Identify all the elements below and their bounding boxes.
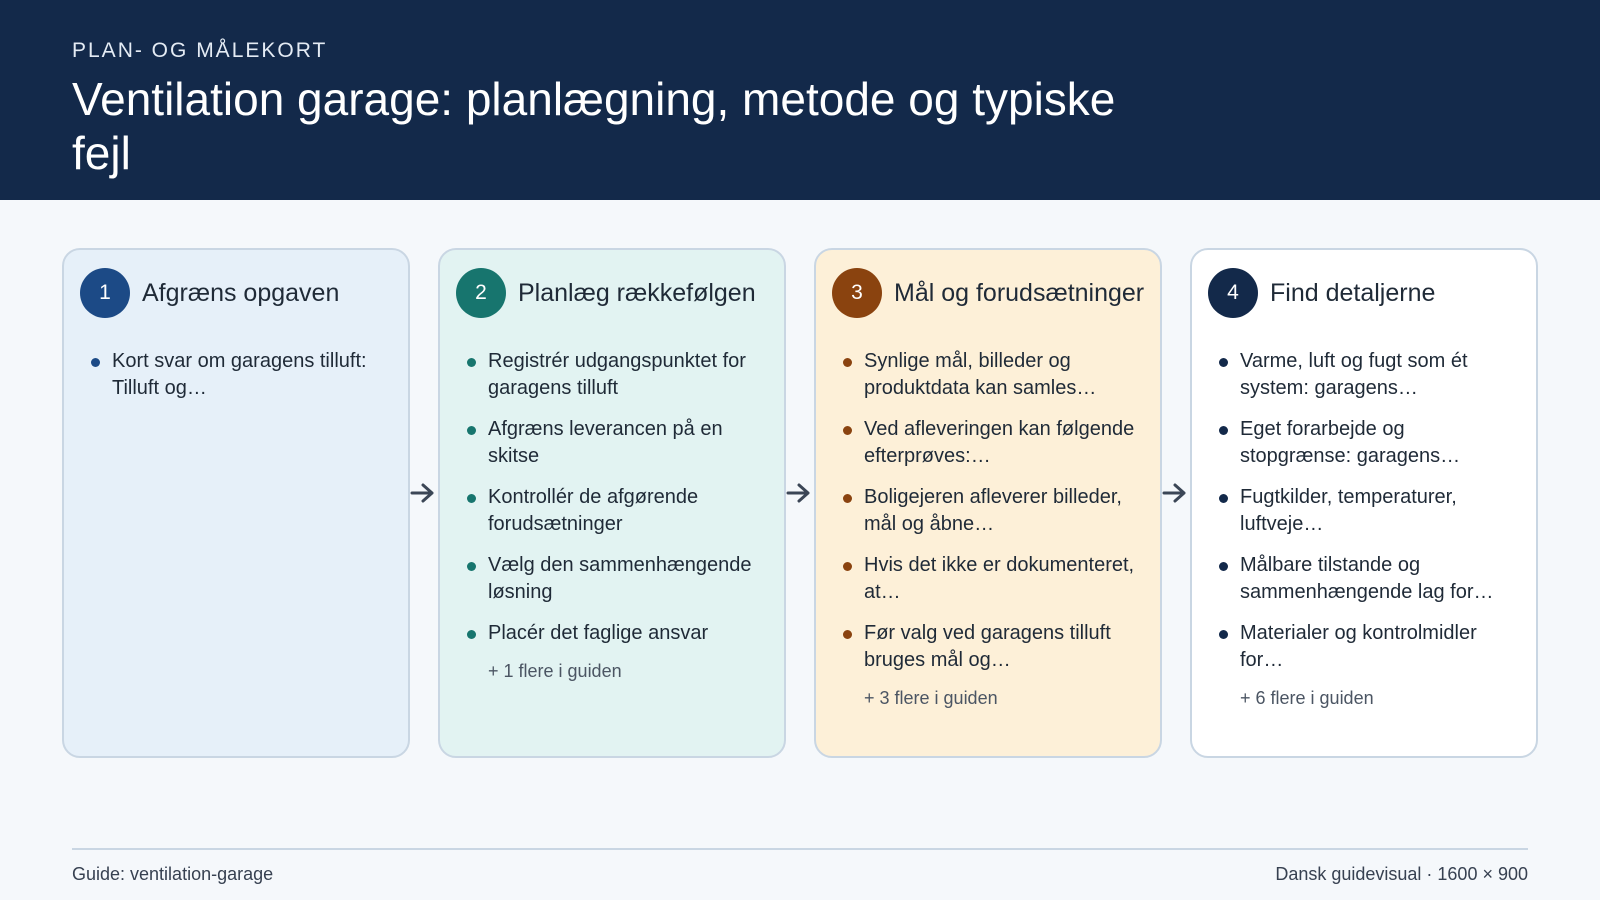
step-card-title: Afgræns opgaven bbox=[142, 278, 340, 307]
page-title: Ventilation garage: planlægning, metode og typiske fejl bbox=[72, 73, 1116, 179]
bullet-item: Registrér udgangspunktet for garagens tilluft bbox=[456, 348, 768, 402]
step-number-badge: 2 bbox=[456, 268, 506, 318]
bullet-item: Kontrollér de afgørende forudsætninger bbox=[456, 484, 768, 538]
bullet-item: Placér det faglige ansvar bbox=[456, 620, 768, 647]
arrow-right-icon bbox=[786, 478, 812, 508]
step-card-header bbox=[80, 268, 392, 318]
footer-divider bbox=[72, 848, 1528, 850]
bullet-list bbox=[1208, 348, 1520, 674]
bullet-list bbox=[456, 348, 768, 647]
eyebrow-label: PLAN- OG MÅLEKORT bbox=[72, 39, 328, 62]
bullet-item: Varme, luft og fugt som ét system: garagens… bbox=[1208, 348, 1520, 402]
more-in-guide-link: + 1 flere i guiden bbox=[488, 661, 622, 681]
step-card-3 bbox=[814, 248, 1162, 758]
step-card-header bbox=[832, 268, 1144, 318]
step-card-4 bbox=[1190, 248, 1538, 758]
more-in-guide-link: + 6 flere i guiden bbox=[1240, 688, 1374, 708]
step-card-1 bbox=[62, 248, 410, 758]
bullet-item: Målbare tilstande og sammenhængende lag for… bbox=[1208, 552, 1520, 606]
step-number-badge: 4 bbox=[1208, 268, 1258, 318]
footer-meta-label: Dansk guidevisual · 1600 × 900 bbox=[1275, 864, 1528, 884]
bullet-item: Vælg den sammenhængende løsning bbox=[456, 552, 768, 606]
header bbox=[0, 0, 1600, 200]
bullet-item: Boligejeren afleverer billeder, mål og åbne… bbox=[832, 484, 1144, 538]
bullet-item: Fugtkilder, temperaturer, luftveje… bbox=[1208, 484, 1520, 538]
step-card-title: Find detaljerne bbox=[1270, 278, 1436, 307]
step-number-badge: 1 bbox=[80, 268, 130, 318]
bullet-item: Kort svar om garagens tilluft: Tilluft og… bbox=[80, 348, 392, 402]
step-card-2 bbox=[438, 248, 786, 758]
bullet-item: Synlige mål, billeder og produktdata kan samles… bbox=[832, 348, 1144, 402]
bullet-item: Eget forarbejde og stopgrænse: garagens… bbox=[1208, 416, 1520, 470]
bullet-list bbox=[80, 348, 392, 402]
bullet-item: Ved afleveringen kan følgende efterprøves:… bbox=[832, 416, 1144, 470]
step-card-title: Planlæg rækkefølgen bbox=[518, 278, 756, 307]
step-number-badge: 3 bbox=[832, 268, 882, 318]
bullet-item: Materialer og kontrolmidler for… bbox=[1208, 620, 1520, 674]
arrow-right-icon bbox=[1162, 478, 1188, 508]
step-card-header bbox=[456, 268, 768, 318]
bullet-item: Hvis det ikke er dokumenteret, at… bbox=[832, 552, 1144, 606]
step-cards bbox=[62, 248, 1540, 758]
bullet-item: Før valg ved garagens tilluft bruges mål og… bbox=[832, 620, 1144, 674]
footer-guide-label: Guide: ventilation-garage bbox=[72, 864, 274, 884]
more-in-guide-link: + 3 flere i guiden bbox=[864, 688, 998, 708]
bullet-item: Afgræns leverancen på en skitse bbox=[456, 416, 768, 470]
bullet-list bbox=[832, 348, 1144, 674]
step-card-title: Mål og forudsætninger bbox=[894, 278, 1145, 307]
step-card-header bbox=[1208, 268, 1520, 318]
arrow-right-icon bbox=[410, 478, 436, 508]
